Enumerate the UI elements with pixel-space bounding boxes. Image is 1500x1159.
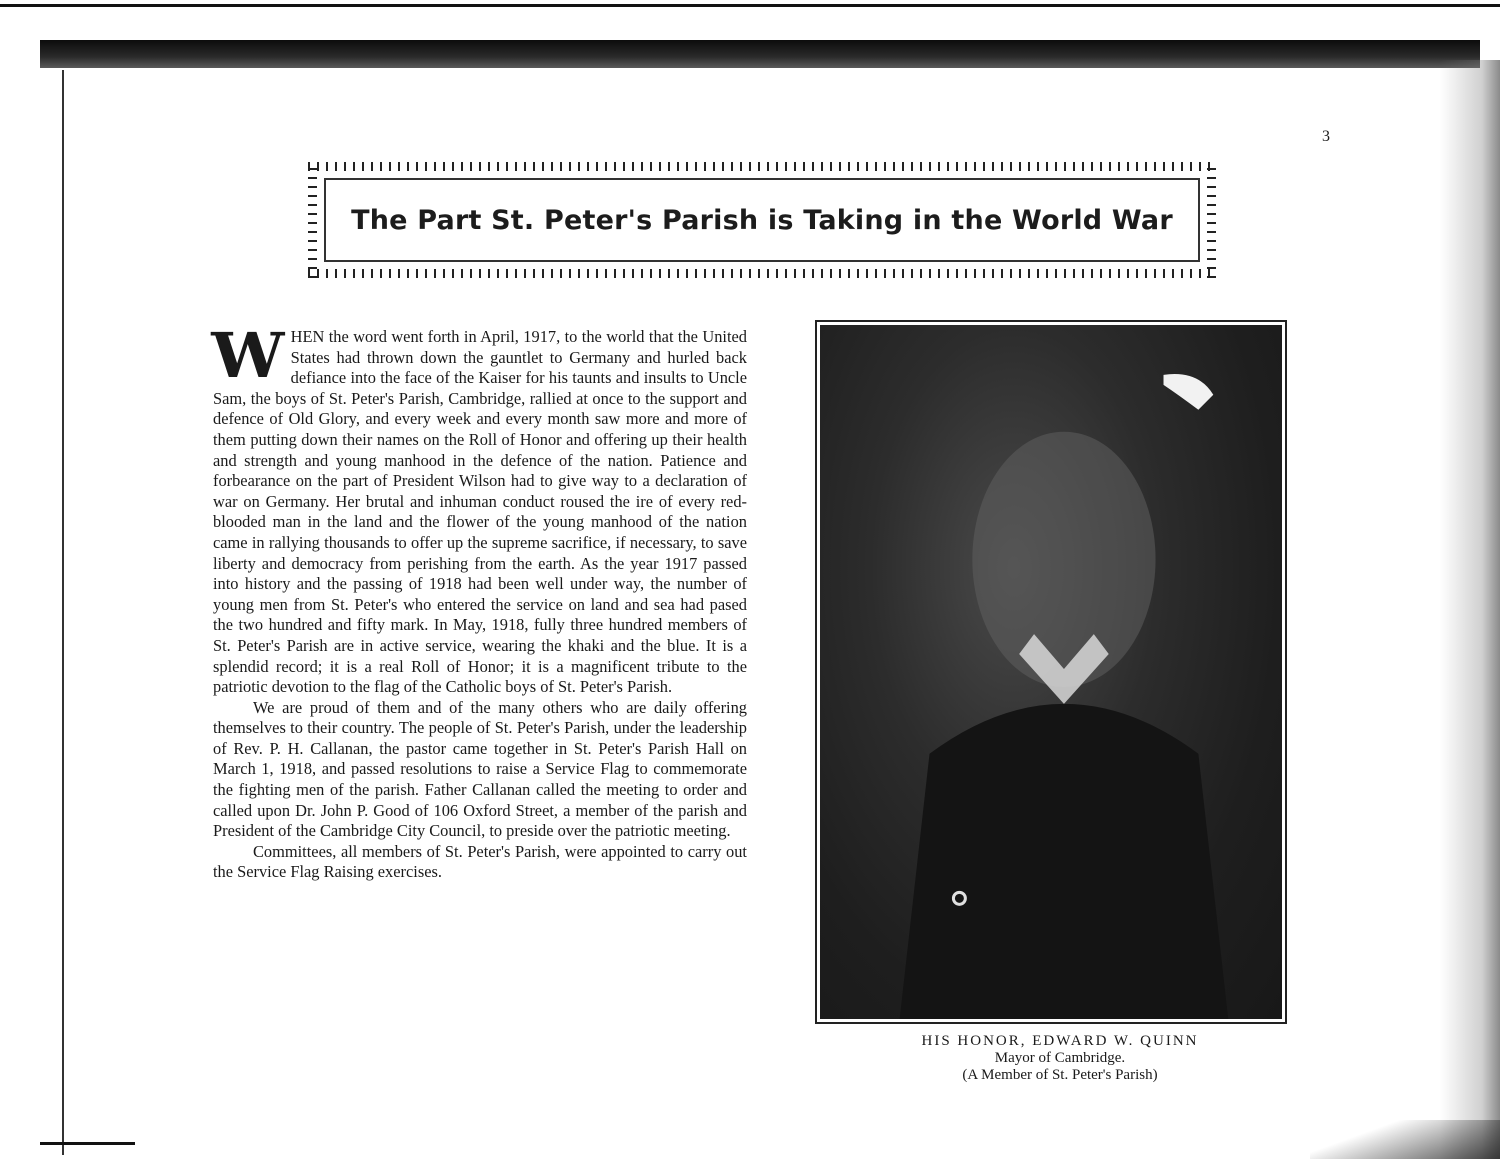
article-paragraph-2: We are proud of them and of the many others who are daily offering themselves to their country. The people of St. Peter's Parish, under the leadership of Rev. P. H. Callanan, the pastor came together in St. Peter's Parish Hall on March 1, 1918, and passed resolutions to raise a Service Flag to commemorate the fighting men of the parish. Father Callanan called the meeting to order and called upon Dr. John P. Good of 106 Oxford Street, a member of the parish and President of the Cambridge City Council, to preside over the patriotic meeting.	[213, 697, 747, 841]
scan-edge-left	[62, 70, 64, 1155]
title-ornamental-border	[298, 152, 1226, 288]
page-number: 3	[1322, 128, 1330, 145]
caption-note: (A Member of St. Peter's Parish)	[962, 1067, 1158, 1083]
article-paragraph-1	[211, 319, 747, 698]
caption-name: HIS HONOR, EDWARD W. QUINN	[921, 1033, 1199, 1049]
mayor-portrait-photo	[820, 325, 1282, 1019]
scan-shadow-right	[1440, 60, 1500, 1159]
article-title: The Part St. Peter's Parish is Taking in the World War	[351, 204, 1173, 236]
scan-edge-bottom-left	[40, 1142, 135, 1145]
article-paragraph-3: Committees, all members of St. Peter's Parish, were appointed to carry out the Service Flag Raising exercises.	[213, 841, 747, 882]
scan-shadow-bottom-right	[1310, 1120, 1500, 1159]
paragraph-1-text: HEN the word went forth in April, 1917, to the world that the United States had thrown down the gauntlet to Germany and hurled back defiance into the face of the Kaiser for his taunts and insults to Uncle Sam, the boys of St. Peter's Parish, Cambridge, rallied at once to the support and defence of Old Glory, and every week and every month saw more and more of them putting down their names on the Roll of Honor and offering up their health and strength and young manhood in the defence of the nation. Patience and forbearance on the part of President Wilson had to give way to a declaration of war on Germany. Her brutal and inhuman conduct roused the ire of every red-blooded man in the land and the flower of the young manhood of the nation came in rallying thousands to offer up the supreme sacrifice, if necessary, to save liberty and democracy from perishing from the earth. As the year 1917 passed into history and the passing of 1918 had been well under way, the number of young men from St. Peter's who entered the service on land and sea had pased the two hundred and fifty mark. In May, 1918, fully three hundred members of St. Peter's Parish are in active service, wearing the khaki and the blue. It is a splendid record; it is a real Roll of Honor; it is a magnificent tribute to the patriotic devotion to the flag of the Catholic boys of St. Peter's Parish.	[213, 327, 747, 697]
portrait-silhouette	[820, 325, 1282, 1019]
caption-title: Mayor of Cambridge.	[994, 1050, 1126, 1066]
scan-edge-top-line	[0, 4, 1500, 7]
photo-caption	[815, 1033, 1305, 1084]
article-body	[211, 319, 747, 883]
title-box	[324, 178, 1200, 262]
drop-cap-letter: W	[211, 319, 285, 392]
scan-edge-top-bar	[40, 40, 1480, 68]
portrait-frame	[815, 320, 1287, 1024]
